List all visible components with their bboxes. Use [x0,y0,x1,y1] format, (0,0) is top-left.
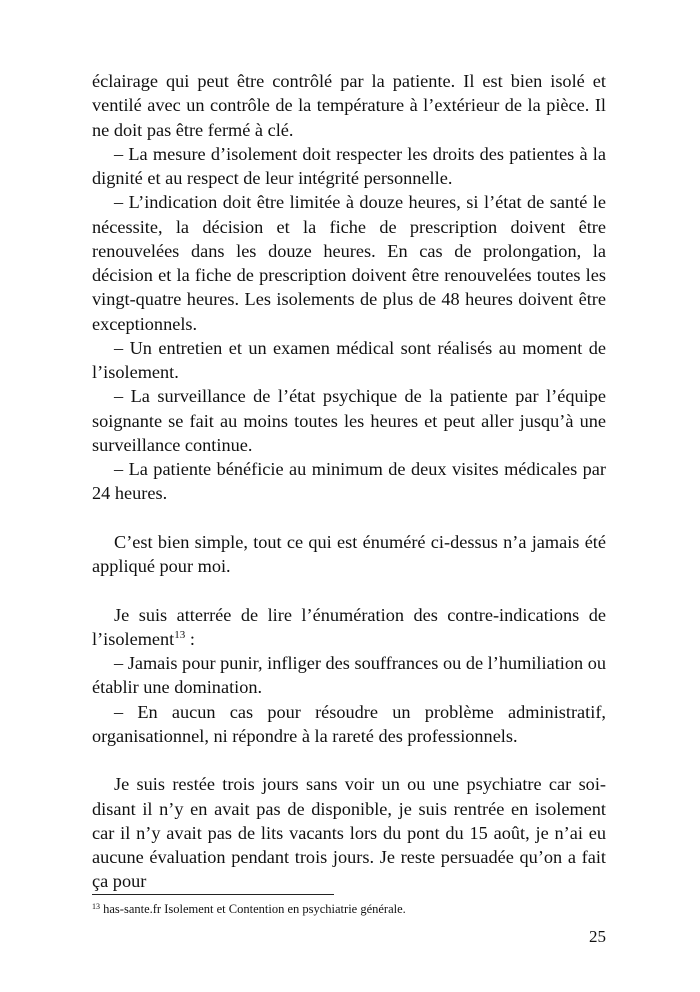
paragraph-simple: C’est bien simple, tout ce qui est énuméré ci-dessus n’a jamais été appliqué pour moi. [92,531,606,576]
contraindications-colon: : [185,628,195,649]
paragraph-dignity: – La mesure d’isolement doit respecter les droits des patientes à la dignité et au respect de leur intégrité personnelle. [92,143,606,188]
paragraph-administrative: – En aucun cas pour résoudre un problème administratif, organisationnel, ni répondre à la rareté des professionnels. [92,701,606,746]
page-number: 25 [589,927,606,946]
paragraph-three-days: Je suis restée trois jours sans voir un ou une psychiatre car soi-disant il n’y en avait pas de disponible, je suis rentrée en isolement car il n’y avait pas de lits vacants lors du pont du 15 août, je n’ai eu aucune évaluation pendant trois jours. Je reste persuadée qu’on a fait ça pour [92,774,606,892]
body-text [92,69,606,894]
footnote-number: 13 [92,902,100,911]
paragraph-contraindications [92,603,606,652]
footnote [92,902,406,917]
paragraph-gap [92,578,606,602]
paragraph-lighting: éclairage qui peut être contrôlé par la patiente. Il est bien isolé et ventilé avec un contrôle de la température à l’extérieur de la pièce. Il ne doit pas être fermé à clé. [92,71,606,140]
paragraph-medical-exam: – Un entretien et un examen médical sont réalisés au moment de l’isolement. [92,337,606,382]
paragraph-visits: – La patiente bénéficie au minimum de deux visites médicales par 24 heures. [92,459,606,504]
paragraph-gap [92,506,606,530]
footnote-text: has-sante.fr Isolement et Contention en psychiatrie générale. [100,902,406,916]
paragraph-punish: – Jamais pour punir, infliger des souffrances ou de l’humiliation ou établir une domination. [92,653,606,698]
paragraph-gap [92,748,606,772]
footnote-reference: 13 [174,628,186,641]
footnote-divider [92,894,334,895]
contraindications-text: Je suis atterrée de lire l’énumération des contre-indications de l’isolement [92,604,606,649]
paragraph-duration: – L’indication doit être limitée à douze heures, si l’état de santé le nécessite, la décision et la fiche de prescription doivent être renouvelées dans les douze heures. En cas de prolongation, la décision et la fiche de prescription doivent être renouvelées toutes les vingt-quatre heures. Les isolements de plus de 48 heures doivent être exceptionnels. [92,192,606,334]
paragraph-surveillance: – La surveillance de l’état psychique de la patiente par l’équipe soignante se fait au moins toutes les heures et peut aller jusqu’à une surveillance continue. [92,386,606,455]
